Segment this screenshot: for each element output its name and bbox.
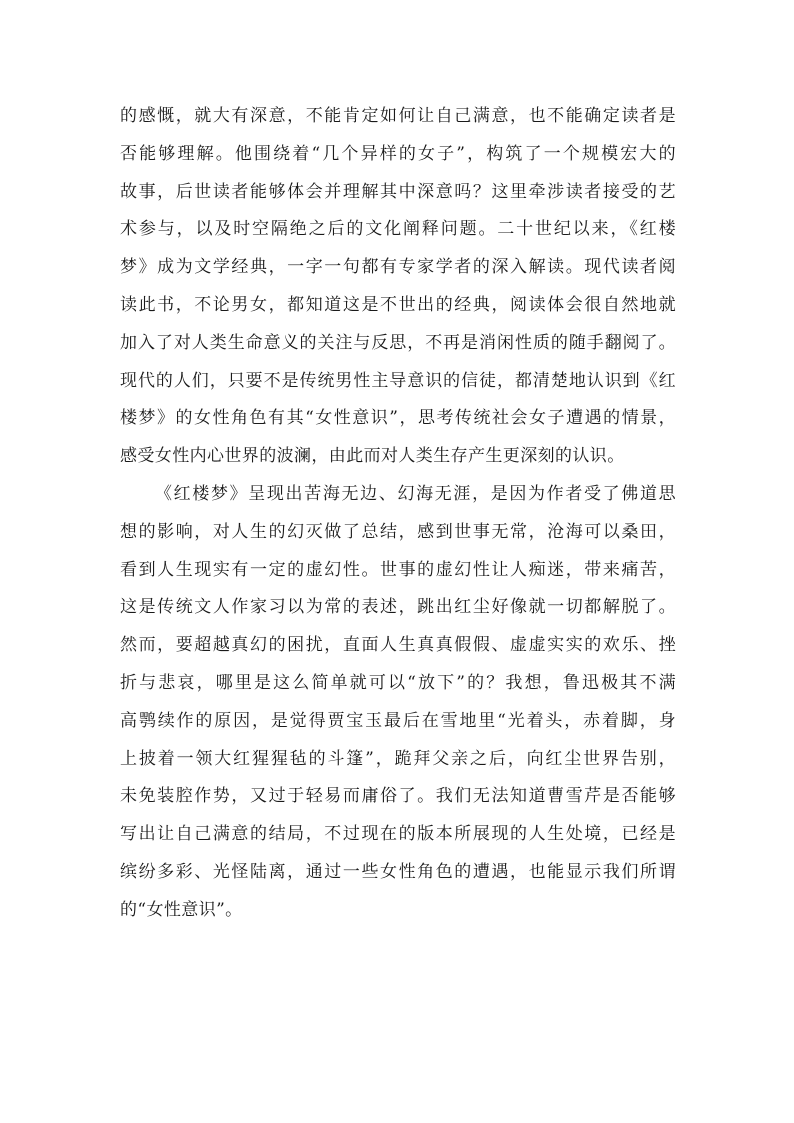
text-line: 梦》成为文学经典，一字一句都有专家学者的深入解读。现代读者阅 <box>120 257 676 278</box>
text-line: 的感慨，就大有深意，不能肯定如何让自己满意，也不能确定读者是 <box>120 106 676 126</box>
text-line: 的“女性意识”。 <box>120 899 243 920</box>
text-line: 感受女性内心世界的波澜，由此而对人类生存产生更深刻的认识。 <box>120 446 625 467</box>
paragraph-1 <box>120 98 676 476</box>
text-line: 故事，后世读者能够体会并理解其中深意吗？这里牵涉读者接受的艺 <box>120 181 676 202</box>
text-line: 看到人生现实有一定的虚幻性。世事的虚幻性让人痴迷，带来痛苦， <box>120 559 676 580</box>
text-line: 楼梦》的女性角色有其“女性意识”，思考传统社会女子遭遇的情景， <box>120 408 676 429</box>
text-line: 高鹗续作的原因，是觉得贾宝玉最后在雪地里“光着头，赤着脚，身 <box>120 710 676 731</box>
text-line: 写出让自己满意的结局，不过现在的版本所展现的人生处境，已经是 <box>120 824 676 845</box>
document-body <box>120 98 676 930</box>
text-line: 加入了对人类生命意义的关注与反思，不再是消闲性质的随手翻阅了。 <box>120 332 676 353</box>
text-line: 读此书，不论男女，都知道这是不世出的经典，阅读体会很自然地就 <box>120 294 676 315</box>
text-line: 上披着一领大红猩猩毡的斗篷”，跪拜父亲之后，向红尘世界告别， <box>120 748 676 769</box>
text-line: 然而，要超越真幻的困扰，直面人生真真假假、虚虚实实的欢乐、挫 <box>120 635 676 656</box>
text-line: 未免装腔作势，又过于轻易而庸俗了。我们无法知道曹雪芹是否能够 <box>120 786 676 807</box>
text-line: 折与悲哀，哪里是这么简单就可以“放下”的？我想，鲁迅极其不满 <box>120 672 676 693</box>
text-line: 否能够理解。他围绕着“几个异样的女子”，构筑了一个规模宏大的 <box>120 143 676 164</box>
paragraph-2 <box>120 476 676 930</box>
text-line: 术参与，以及时空隔绝之后的文化阐释问题。二十世纪以来，《红楼 <box>120 219 676 240</box>
text-line: 这是传统文人作家习以为常的表述，跳出红尘好像就一切都解脱了。 <box>120 597 676 618</box>
text-line: 缤纷多彩、光怪陆离，通过一些女性角色的遭遇，也能显示我们所谓 <box>120 861 676 882</box>
text-line: 想的影响，对人生的幻灭做了总结，感到世事无常，沧海可以桑田， <box>120 521 676 542</box>
text-line: 《红楼梦》呈现出苦海无边、幻海无涯，是因为作者受了佛道思 <box>155 483 676 504</box>
text-line: 现代的人们，只要不是传统男性主导意识的信徒，都清楚地认识到《红 <box>120 370 676 391</box>
